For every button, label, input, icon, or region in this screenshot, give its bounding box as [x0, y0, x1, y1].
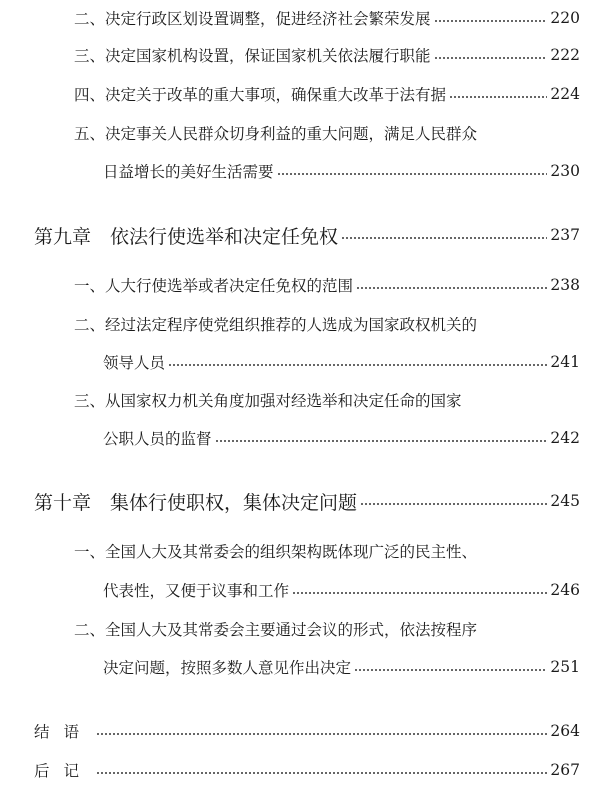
chapter-title: 第十章 集体行使职权，集体决定问题 [34, 491, 358, 514]
toc-entry[interactable] [0, 3, 606, 33]
toc-entry-title: 四、决定关于改革的重大事项，确保重大改革于法有据 [74, 86, 447, 104]
toc-entry-page: 224 [550, 85, 580, 103]
toc-chapter[interactable] [0, 486, 606, 516]
toc-entry-page: 242 [550, 429, 580, 447]
toc-entry-title: 决定问题，按照多数人意见作出决定 [103, 659, 352, 677]
dot-leader [168, 364, 547, 366]
dot-leader [449, 96, 547, 98]
toc-chapter[interactable] [0, 220, 606, 250]
toc-entry-page: 246 [550, 581, 580, 599]
toc-entry-conclusion[interactable] [0, 716, 606, 746]
dot-leader [356, 287, 547, 289]
toc-entry[interactable] [0, 270, 606, 300]
dot-leader [341, 237, 547, 239]
toc-entry-page: 230 [550, 162, 580, 180]
toc-entry-page: 267 [550, 761, 580, 779]
toc-entry[interactable] [0, 40, 606, 70]
dot-leader [215, 440, 548, 442]
toc-entry[interactable] [0, 118, 606, 148]
toc-entry-page: 264 [550, 722, 580, 740]
toc-entry[interactable] [0, 614, 606, 644]
dot-leader [434, 57, 548, 59]
toc-entry-title: 领导人员 [103, 354, 166, 372]
toc-entry-title: 一、人大行使选举或者决定任免权的范围 [74, 277, 354, 295]
toc-entry-page: 222 [550, 46, 580, 64]
toc-entry-continuation[interactable] [0, 423, 606, 453]
toc-entry-title: 二、经过法定程序使党组织推荐的人选成为国家政权机关的 [74, 316, 478, 334]
dot-leader [434, 20, 548, 22]
toc-entry-title: 一、全国人大及其常委会的组织架构既体现广泛的民主性、 [74, 543, 478, 561]
toc-entry-continuation[interactable] [0, 156, 606, 186]
toc-entry-page: 238 [550, 276, 580, 294]
toc-entry-page: 251 [550, 658, 580, 676]
chapter-page: 245 [550, 492, 580, 510]
toc-entry-title: 日益增长的美好生活需要 [103, 163, 274, 181]
toc-entry-afterword[interactable] [0, 755, 606, 785]
toc-entry-continuation[interactable] [0, 652, 606, 682]
toc-entry-title: 二、全国人大及其常委会主要通过会议的形式，依法按程序 [74, 621, 478, 639]
toc-entry-title: 二、决定行政区划设置调整，促进经济社会繁荣发展 [74, 10, 431, 28]
dot-leader [354, 669, 547, 671]
toc-entry-title: 公职人员的监督 [103, 430, 212, 448]
toc-entry-continuation[interactable] [0, 347, 606, 377]
toc-entry-title: 结语 [34, 723, 94, 741]
toc-entry-page: 220 [550, 9, 580, 27]
toc-entry-title: 代表性，又便于议事和工作 [103, 582, 290, 600]
toc-entry-title: 三、决定国家机构设置，保证国家机关依法履行职能 [74, 47, 431, 65]
chapter-page: 237 [550, 226, 580, 244]
toc-entry-title: 三、从国家权力机关角度加强对经选举和决定任命的国家 [74, 392, 462, 410]
dot-leader [292, 592, 547, 594]
dot-leader [96, 772, 547, 774]
toc-entry[interactable] [0, 79, 606, 109]
toc-entry-title: 五、决定事关人民群众切身利益的重大问题，满足人民群众 [74, 125, 478, 143]
toc-entry[interactable] [0, 385, 606, 415]
dot-leader [96, 733, 547, 735]
toc-entry[interactable] [0, 536, 606, 566]
toc-entry-continuation[interactable] [0, 575, 606, 605]
toc-entry-title: 后记 [34, 762, 94, 780]
toc-entry-page: 241 [550, 353, 580, 371]
toc-entry[interactable] [0, 309, 606, 339]
chapter-title: 第九章 依法行使选举和决定任免权 [34, 225, 339, 248]
dot-leader [360, 503, 547, 505]
dot-leader [277, 173, 548, 175]
